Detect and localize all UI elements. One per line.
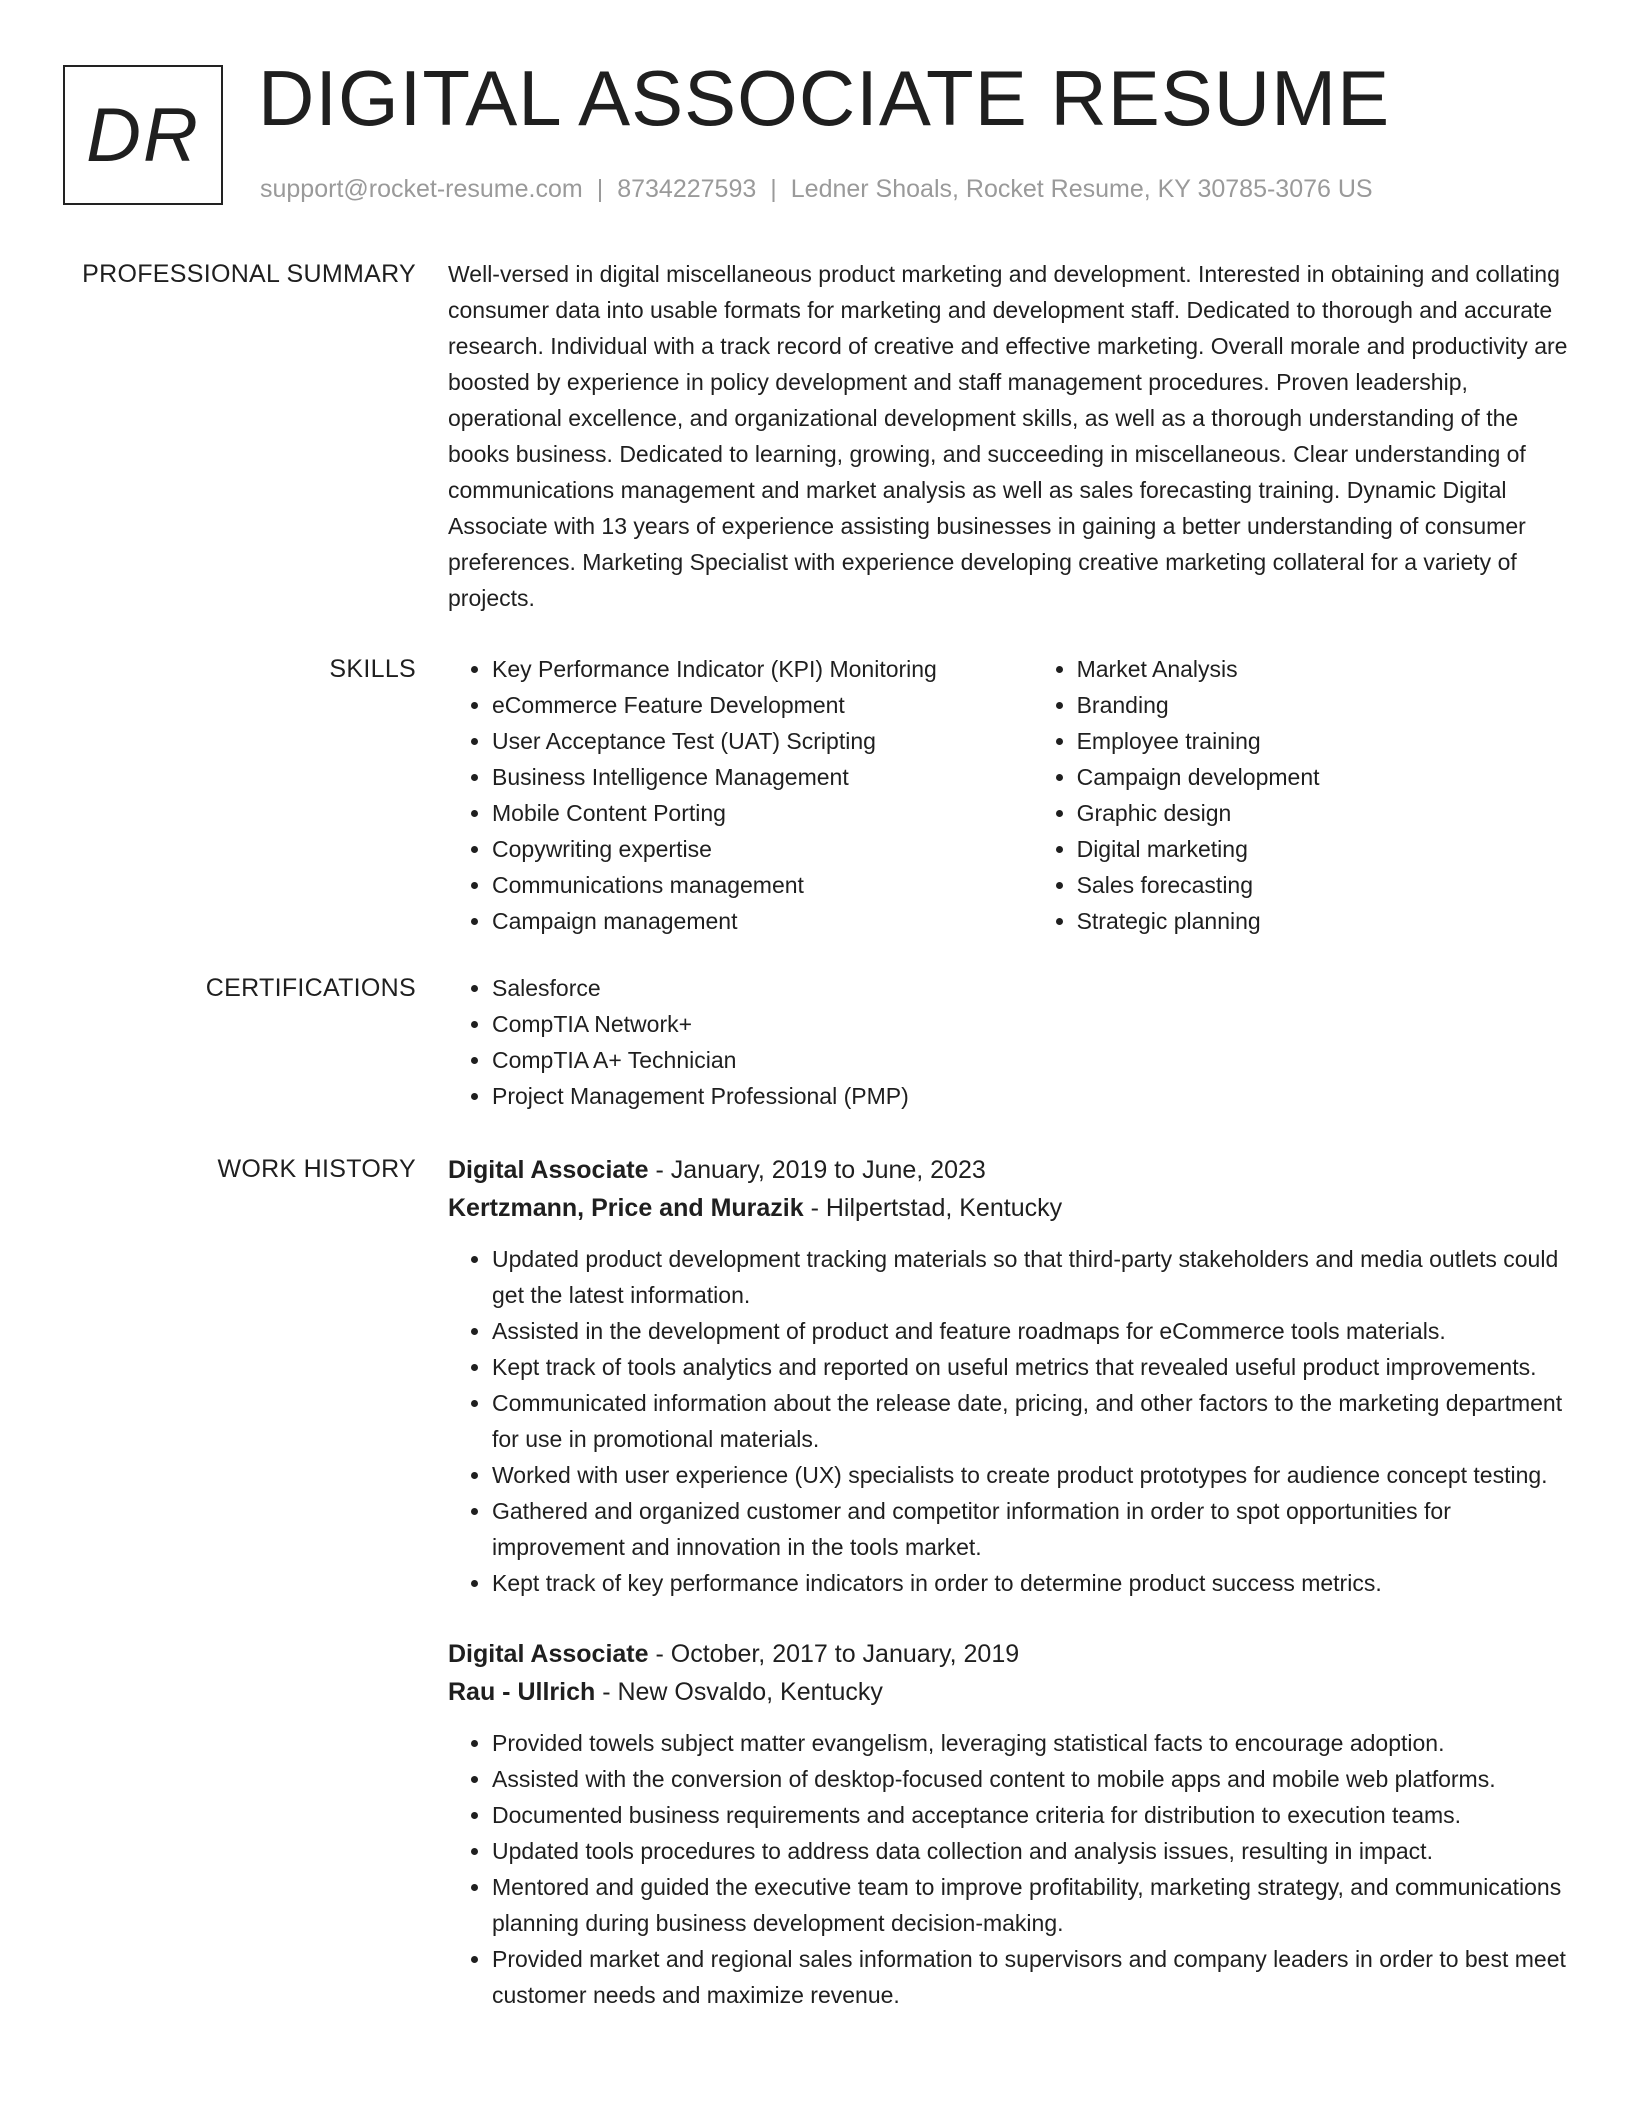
skill-item: • Employee training: [1077, 723, 1568, 759]
skill-item: • Communications management: [492, 867, 1033, 903]
certifications-list: [448, 970, 1568, 1114]
job-location: - Hilpertstad, Kentucky: [803, 1194, 1063, 1222]
job-bullets: [448, 1241, 1568, 1601]
summary-heading: PROFESSIONAL SUMMARY: [82, 260, 416, 288]
job-bullet: • Assisted with the conversion of desktop-focused content to mobile apps and mobile web platforms.: [492, 1761, 1568, 1797]
certification-item: • CompTIA A+ Technician: [492, 1042, 1568, 1078]
job-title: Digital Associate: [448, 1156, 649, 1184]
job-company-line: [448, 1673, 1568, 1711]
contact-separator: |: [770, 175, 777, 203]
work-history-heading: WORK HISTORY: [217, 1155, 416, 1183]
skill-item: • User Acceptance Test (UAT) Scripting: [492, 723, 1033, 759]
skill-item: • Digital marketing: [1077, 831, 1568, 867]
skill-item: • Mobile Content Porting: [492, 795, 1033, 831]
job-bullet: • Gathered and organized customer and competitor information in order to spot opportunities for improvement and innovation in the tools market.: [492, 1493, 1568, 1565]
job-location: - New Osvaldo, Kentucky: [595, 1678, 883, 1706]
contact-line: [260, 175, 1373, 204]
job-entry: [448, 1635, 1568, 2013]
job-entry: [448, 1151, 1568, 1601]
job-company: Rau - Ullrich: [448, 1678, 596, 1706]
job-title: Digital Associate: [448, 1640, 649, 1668]
skill-item: • Branding: [1077, 687, 1568, 723]
job-bullet: • Updated tools procedures to address data collection and analysis issues, resulting in impact.: [492, 1833, 1568, 1869]
skill-item: • Key Performance Indicator (KPI) Monitoring: [492, 651, 1033, 687]
certification-item: • Project Management Professional (PMP): [492, 1078, 1568, 1114]
summary-text: Well-versed in digital miscellaneous product marketing and development. Interested in obtaining and collating consumer data into usable formats for marketing and development staff. Dedicated to thorough and accurate research. Individual with a track record of creative and effective marketing. Overall morale and productivity are boosted by experience in policy development and staff management procedures. Proven leadership, operational excellence, and organizational development skills, as well as a thorough understanding of the books business. Dedicated to learning, growing, and succeeding in miscellaneous. Clear understanding of communications management and market analysis as well as sales forecasting training. Dynamic Digital Associate with 13 years of experience assisting businesses in gaining a better understanding of consumer preferences. Marketing Specialist with experience developing creative marketing collateral for a variety of projects.: [448, 261, 1568, 611]
job-bullet: • Kept track of tools analytics and reported on useful metrics that revealed useful product improvements.: [492, 1349, 1568, 1385]
monogram-badge: DR: [63, 65, 223, 205]
job-bullet: • Assisted in the development of product and feature roadmaps for eCommerce tools materials.: [492, 1313, 1568, 1349]
skills-list-left: [448, 651, 1033, 939]
contact-address: Ledner Shoals, Rocket Resume, KY 30785-3076 US: [790, 175, 1373, 203]
job-dates: - January, 2019 to June, 2023: [648, 1156, 986, 1184]
job-bullet: • Documented business requirements and acceptance criteria for distribution to execution teams.: [492, 1797, 1568, 1833]
job-bullet: • Worked with user experience (UX) specialists to create product prototypes for audience concept testing.: [492, 1457, 1568, 1493]
certification-item: • CompTIA Network+: [492, 1006, 1568, 1042]
contact-separator: |: [596, 175, 604, 203]
job-bullet: • Kept track of key performance indicators in order to determine product success metrics.: [492, 1565, 1568, 1601]
skill-item: • Strategic planning: [1077, 903, 1568, 939]
skill-item: • Market Analysis: [1077, 651, 1568, 687]
job-bullets: [448, 1725, 1568, 2013]
job-company-line: [448, 1189, 1568, 1227]
job-dates: - October, 2017 to January, 2019: [648, 1640, 1020, 1668]
job-bullet: • Communicated information about the release date, pricing, and other factors to the marketing department for use in promotional materials.: [492, 1385, 1568, 1457]
job-company: Kertzmann, Price and Murazik: [448, 1194, 804, 1222]
skills-list-right: [1033, 651, 1568, 939]
skill-item: • Business Intelligence Management: [492, 759, 1033, 795]
skill-item: • Campaign development: [1077, 759, 1568, 795]
certification-item: • Salesforce: [492, 970, 1568, 1006]
contact-phone[interactable]: 8734227593: [617, 175, 757, 203]
certifications-heading: CERTIFICATIONS: [205, 974, 416, 1002]
page-title: DIGITAL ASSOCIATE RESUME: [258, 54, 1391, 142]
job-bullet: • Updated product development tracking materials so that third-party stakeholders and media outlets could get the latest information.: [492, 1241, 1568, 1313]
skills-heading: SKILLS: [329, 655, 416, 683]
skill-item: • Graphic design: [1077, 795, 1568, 831]
skill-item: • Copywriting expertise: [492, 831, 1033, 867]
job-title-line: [448, 1635, 1568, 1673]
skill-item: • Sales forecasting: [1077, 867, 1568, 903]
job-bullet: • Provided towels subject matter evangelism, leveraging statistical facts to encourage adoption.: [492, 1725, 1568, 1761]
job-bullet: • Mentored and guided the executive team to improve profitability, marketing strategy, and communications planning during business development decision-making.: [492, 1869, 1568, 1941]
skill-item: • eCommerce Feature Development: [492, 687, 1033, 723]
contact-email[interactable]: support@rocket-resume.com: [260, 175, 583, 203]
skill-item: • Campaign management: [492, 903, 1033, 939]
job-title-line: [448, 1151, 1568, 1189]
job-bullet: • Provided market and regional sales information to supervisors and company leaders in order to best meet customer needs and maximize revenue.: [492, 1941, 1568, 2013]
